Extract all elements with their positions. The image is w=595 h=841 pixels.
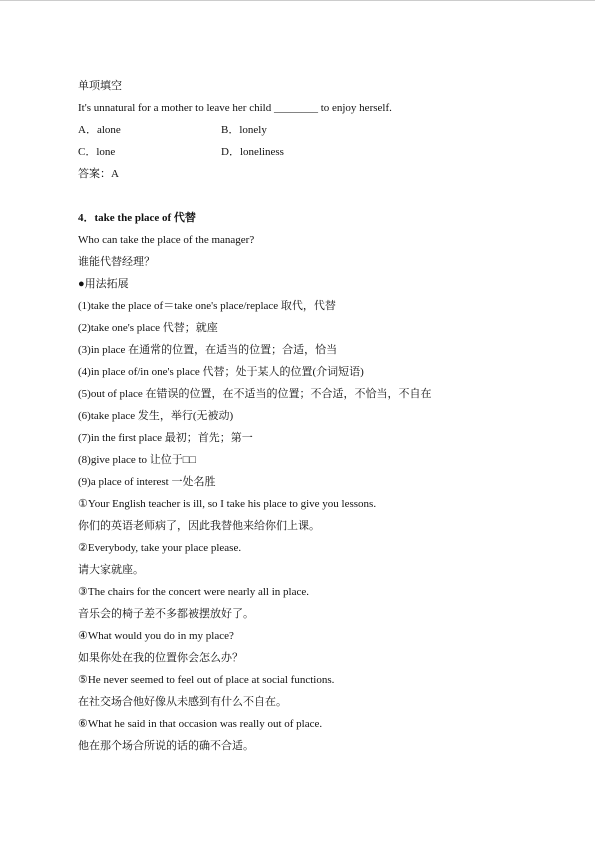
option-c-text: lone (96, 146, 116, 158)
option-c-label: C． (78, 146, 97, 158)
option-b-text: lonely (239, 124, 267, 136)
example-sentence-en: ④What would you do in my place? (78, 630, 234, 642)
exercise-answer: 答案：A (78, 168, 119, 180)
usage-item: (6)take place 发生，举行(无被动) (78, 410, 234, 422)
section-heading: 4．take the place of 代替 (78, 212, 196, 224)
option-b (221, 122, 267, 144)
option-c (78, 144, 221, 166)
example-sentence-en: ⑥What he said in that occasion was really out of place. (78, 718, 323, 730)
option-a-label: A． (78, 124, 97, 136)
usage-item: (9)a place of interest 一处名胜 (78, 476, 216, 488)
option-a-text: alone (96, 124, 121, 136)
example-sentence-zh: 请大家就座。 (78, 564, 144, 576)
option-d-text: loneliness (239, 146, 284, 158)
example-sentence-zh: 音乐会的椅子差不多都被摆放好了。 (78, 608, 254, 620)
example-sentence-en: ⑤He never seemed to feel out of place at social functions. (78, 674, 335, 686)
example-sentence-zh: 他在那个场合所说的话的确不合适。 (78, 740, 254, 752)
example-sentence-en: ①Your English teacher is ill, so I take his place to give you lessons. (78, 498, 377, 510)
option-a (78, 122, 221, 144)
option-d-label: D． (221, 146, 240, 158)
example-sentence-en: ②Everybody, take your place please. (78, 542, 242, 554)
example-sentence-zh: 如果你处在我的位置你会怎么办？ (78, 652, 243, 664)
usage-item: (3)in place 在通常的位置，在适当的位置；合适，恰当 (78, 344, 338, 356)
usage-item: (1)take the place of＝take one's place/replace 取代，代替 (78, 300, 336, 312)
section-example-en: Who can take the place of the manager? (78, 234, 255, 246)
options-row-2 (78, 144, 528, 166)
document-body (78, 78, 528, 760)
usage-item: (4)in place of/in one's place 代替；处于某人的位置(介词短语) (78, 366, 364, 378)
usage-item: (2)take one's place 代替；就座 (78, 322, 218, 334)
exercise-title: 单项填空 (78, 80, 122, 92)
page-top-border (0, 0, 595, 1)
usage-item: (8)give place to 让位于□□ (78, 454, 197, 466)
usage-item: (5)out of place 在错误的位置，在不适当的位置；不合适，不恰当，不自在 (78, 388, 432, 400)
exercise-question: It's unnatural for a mother to leave her child ________ to enjoy herself. (78, 102, 392, 114)
usage-item: (7)in the first place 最初；首先；第一 (78, 432, 253, 444)
option-b-label: B． (221, 124, 240, 136)
options-row-1 (78, 122, 528, 144)
example-sentence-zh: 在社交场合他好像从未感到有什么不自在。 (78, 696, 287, 708)
section-example-zh: 谁能代替经理？ (78, 256, 155, 268)
example-sentence-en: ③The chairs for the concert were nearly all in place. (78, 586, 309, 598)
example-sentence-zh: 你们的英语老师病了，因此我替他来给你们上课。 (78, 520, 320, 532)
section-spacer (78, 188, 528, 210)
usage-title: ●用法拓展 (78, 278, 129, 290)
option-d (221, 144, 284, 166)
